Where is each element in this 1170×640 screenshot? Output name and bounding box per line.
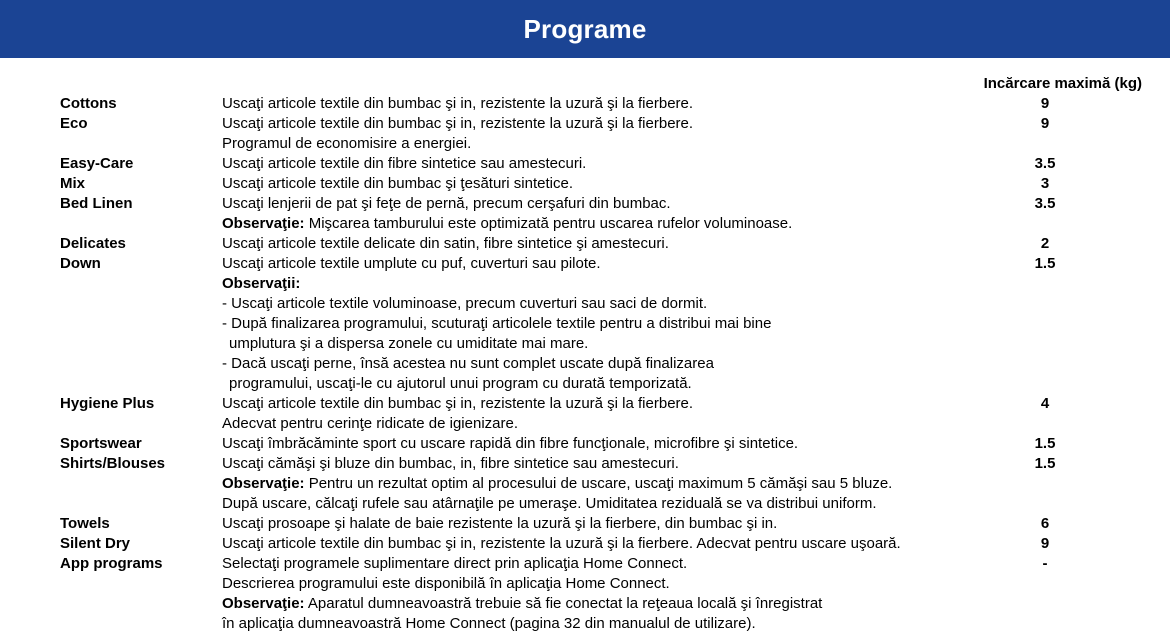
max-load-value: 6	[1040, 515, 1050, 532]
program-name: App programs	[60, 555, 163, 572]
description-line: Uscaţi îmbrăcăminte sport cu uscare rapidă din fibre funcţionale, microfibre şi sintetice.	[222, 435, 799, 452]
max-load-value: 1.5	[1034, 455, 1056, 472]
program-description	[222, 514, 950, 534]
description-line: Uscaţi articole textile umplute cu puf, cuverturi sau pilote.	[222, 255, 601, 272]
description-line: Uscaţi articole textile delicate din satin, fibre sintetice şi amestecuri.	[222, 235, 669, 252]
max-load-value: 1.5	[1034, 435, 1056, 452]
description-line: Uscaţi articole textile din bumbac şi in, rezistente la uzură şi la fierbere.	[222, 95, 694, 112]
description-line: Descrierea programului este disponibilă în aplicaţia Home Connect.	[222, 575, 670, 592]
description-line: Uscaţi articole textile din bumbac şi ţesături sintetice.	[222, 175, 573, 192]
table-row	[0, 394, 1170, 434]
description-line: Uscaţi lenjerii de pat şi feţe de pernă, precum cerşafuri din bumbac.	[222, 195, 671, 212]
program-name: Down	[60, 255, 101, 272]
description-line: - După finalizarea programului, scuturaţi articolele textile pentru a distribui mai bine	[222, 315, 772, 332]
program-description	[222, 174, 950, 194]
program-name: Eco	[60, 115, 88, 132]
program-name: Bed Linen	[60, 195, 133, 212]
description-line: programului, uscaţi-le cu ajutorul unui program cu durată temporizată.	[229, 375, 692, 392]
description-line: Uscaţi articole textile din bumbac şi in, rezistente la uzură şi la fierbere. Adecvat pentru uscare uşoară.	[222, 535, 901, 552]
program-name: Cottons	[60, 95, 117, 112]
description-line: umplutura şi a dispersa zonele cu umiditate mai mare.	[229, 335, 589, 352]
description-line: Uscaţi cămăşi şi bluze din bumbac, in, fibre sintetice sau amestecuri.	[222, 455, 679, 472]
program-description	[222, 554, 950, 634]
program-description	[222, 154, 950, 174]
max-load-value: 3.5	[1034, 155, 1056, 172]
description-line: Adecvat pentru cerinţe ridicate de igienizare.	[222, 415, 519, 432]
program-name: Easy-Care	[60, 155, 134, 172]
max-load-value: 1.5	[1034, 255, 1056, 272]
description-line: - Uscaţi articole textile voluminoase, precum cuverturi sau saci de dormit.	[222, 295, 708, 312]
program-name: Delicates	[60, 235, 126, 252]
max-load-value: 2	[1040, 235, 1050, 252]
program-name: Hygiene Plus	[60, 395, 155, 412]
max-load-column-header: Incărcare maximă (kg)	[983, 75, 1142, 92]
program-description	[222, 454, 950, 514]
program-name: Towels	[60, 515, 110, 532]
max-load-value: 4	[1040, 395, 1050, 412]
description-line: Uscaţi articole textile din bumbac şi in, rezistente la uzură şi la fierbere.	[222, 115, 694, 132]
table-row	[0, 154, 1170, 174]
program-description	[222, 114, 950, 154]
max-load-value: 9	[1040, 115, 1050, 132]
description-line: După uscare, călcaţi rufele sau atârnaţile pe umeraşe. Umiditatea reziduală se va distribui uniform.	[222, 495, 877, 512]
page-header	[0, 0, 1170, 58]
table-row	[0, 454, 1170, 514]
max-load-value: 3	[1040, 175, 1050, 192]
description-line: - Dacă uscaţi perne, însă acestea nu sunt complet uscate după finalizarea	[222, 355, 714, 372]
max-load-value: 9	[1040, 535, 1050, 552]
program-description	[222, 234, 950, 254]
program-name: Sportswear	[60, 435, 142, 452]
table-row	[0, 234, 1170, 254]
table-row	[0, 174, 1170, 194]
table-row	[0, 514, 1170, 534]
program-name: Mix	[60, 175, 86, 192]
table-row	[0, 94, 1170, 114]
program-description	[222, 254, 950, 394]
program-description	[222, 94, 950, 114]
program-name: Shirts/Blouses	[60, 455, 166, 472]
table-row	[0, 194, 1170, 234]
program-name: Silent Dry	[60, 535, 131, 552]
description-line: Observaţii:	[222, 275, 301, 292]
programs-table	[0, 58, 1170, 634]
table-row	[0, 434, 1170, 454]
description-line: Selectaţi programele suplimentare direct prin aplicaţia Home Connect.	[222, 555, 688, 572]
program-rows	[0, 94, 1170, 634]
max-load-value: 3.5	[1034, 195, 1056, 212]
page-title: Programe	[523, 13, 647, 44]
description-line: Programul de economisire a energiei.	[222, 135, 472, 152]
description-line: Observaţie: Aparatul dumneavoastră trebuie să fie conectat la reţeaua locală şi înregistrat	[222, 595, 823, 612]
table-row	[0, 534, 1170, 554]
program-description	[222, 434, 950, 454]
program-description	[222, 194, 950, 234]
table-row	[0, 114, 1170, 154]
description-line: Uscaţi articole textile din bumbac şi in, rezistente la uzură şi la fierbere.	[222, 395, 694, 412]
program-description	[222, 534, 950, 554]
description-line: Observaţie: Pentru un rezultat optim al procesului de uscare, uscaţi maximum 5 cămăşi sau 5 bluze.	[222, 475, 893, 492]
description-line: în aplicaţia dumneavoastră Home Connect (pagina 32 din manualul de utilizare).	[222, 615, 756, 632]
description-line: Uscaţi articole textile din fibre sintetice sau amestecuri.	[222, 155, 587, 172]
program-description	[222, 394, 950, 434]
max-load-value: 9	[1040, 95, 1050, 112]
description-line: Uscaţi prosoape şi halate de baie rezistente la uzură şi la fierbere, din bumbac şi in.	[222, 515, 778, 532]
description-line: Observaţie: Mişcarea tamburului este optimizată pentru uscarea rufelor voluminoase.	[222, 215, 793, 232]
table-row	[0, 554, 1170, 634]
max-load-value: -	[1042, 555, 1048, 572]
table-row	[0, 254, 1170, 394]
